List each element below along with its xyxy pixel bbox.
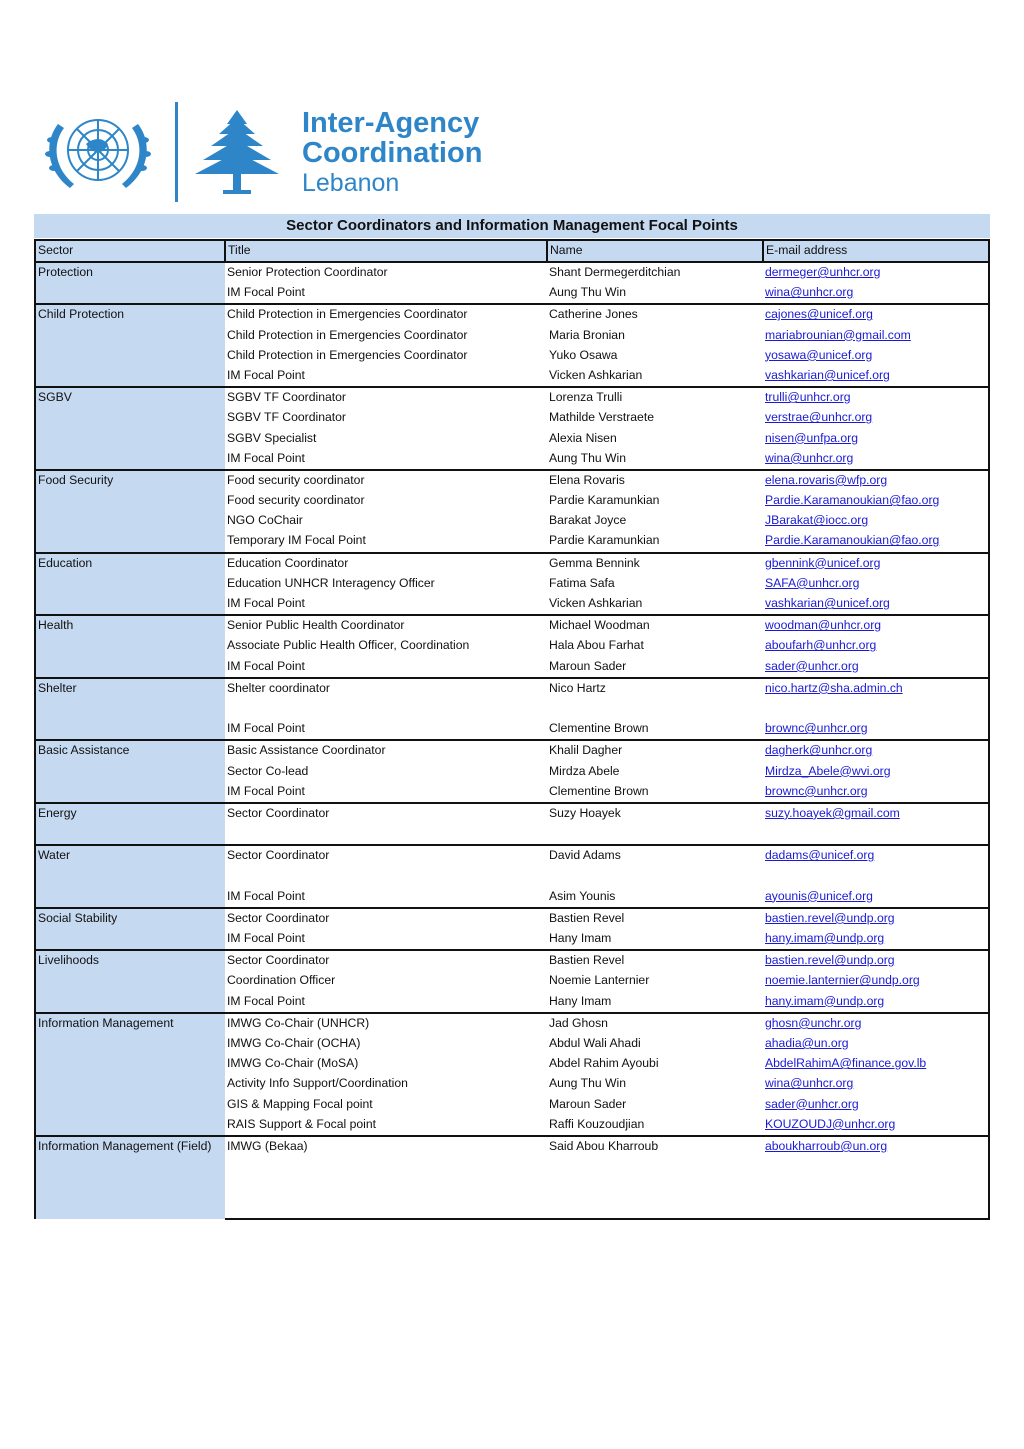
title-cell: IM Focal Point (227, 658, 305, 673)
sector-cell: Education (35, 553, 225, 616)
contacts-table (34, 239, 990, 1220)
header-title: Title (225, 240, 547, 262)
sector-cell: Basic Assistance (35, 740, 225, 803)
email-link[interactable]: gbennink@unicef.org (765, 555, 881, 570)
email-link[interactable]: vashkarian@unicef.org (765, 367, 890, 382)
sector-cell: Energy (35, 803, 225, 845)
email-link[interactable]: dadams@unicef.org (765, 848, 875, 863)
name-cell: Catherine Jones (547, 304, 763, 325)
name-cell: Aung Thu Win (549, 1076, 627, 1091)
name-cell: Shant Dermegerditchian (547, 262, 763, 283)
name-cell: Lorenza Trulli (547, 387, 763, 408)
title-cell: Senior Public Health Coordinator (225, 615, 547, 636)
logo-text (302, 108, 482, 198)
email-cell (763, 304, 989, 325)
title-cell: Coordination Officer (227, 973, 336, 988)
name-cell: Maroun Sader (549, 658, 627, 673)
table-header-row (35, 240, 989, 262)
title-cell: Child Protection in Emergencies Coordinator (227, 327, 468, 342)
name-cell: Nico Hartz (547, 678, 763, 699)
title-cell: Sector Coordinator (225, 950, 547, 971)
email-cell (763, 408, 989, 428)
name-cell: Raffi Kouzoudjian (549, 1116, 645, 1131)
logo-area (36, 100, 516, 204)
name-cell: David Adams (547, 845, 763, 866)
email-link[interactable]: KOUZOUDJ@unhcr.org (765, 1116, 896, 1131)
title-cell: SGBV Specialist (227, 430, 317, 445)
sector-cell: SGBV (35, 387, 225, 470)
email-cell (763, 283, 989, 304)
email-link[interactable]: noemie.lanternier@undp.org (765, 973, 920, 988)
email-link[interactable]: brownc@unhcr.org (765, 721, 868, 736)
email-link[interactable]: Pardie.Karamanoukian@fao.org (765, 533, 940, 548)
logo-divider (175, 102, 178, 202)
name-cell: Hany Imam (549, 993, 612, 1008)
title-cell: IM Focal Point (227, 783, 305, 798)
email-cell (763, 929, 989, 950)
title-cell: Child Protection in Emergencies Coordinator (225, 304, 547, 325)
email-link[interactable]: ahadia@un.org (765, 1035, 849, 1050)
email-cell (763, 531, 989, 552)
email-link[interactable]: aboufarh@unhcr.org (765, 638, 877, 653)
title-cell (225, 1197, 547, 1218)
name-cell: Michael Woodman (547, 615, 763, 636)
email-cell (763, 971, 989, 991)
email-link[interactable]: vashkarian@unicef.org (765, 596, 890, 610)
table-row (35, 740, 989, 761)
email-link[interactable]: suzy.hoayek@gmail.com (765, 805, 900, 820)
header-email: E-mail address (763, 240, 989, 262)
email-cell (763, 699, 989, 719)
email-link[interactable]: wina@unhcr.org (765, 450, 854, 465)
title-cell: Food security coordinator (227, 493, 365, 508)
name-cell: Clementine Brown (549, 721, 649, 736)
sector-cell: Child Protection (35, 304, 225, 387)
email-link[interactable]: verstrae@unhcr.org (765, 410, 873, 425)
sector-cell: Food Security (35, 470, 225, 553)
title-cell (225, 1177, 547, 1197)
email-cell (763, 678, 989, 699)
title-cell: Senior Protection Coordinator (225, 262, 547, 283)
name-cell: Vicken Ashkarian (549, 596, 643, 610)
title-cell: Sector Coordinator (225, 803, 547, 824)
title-cell: IM Focal Point (227, 367, 305, 382)
title-cell: Basic Assistance Coordinator (225, 740, 547, 761)
title-cell: GIS & Mapping Focal point (227, 1096, 373, 1111)
email-cell (763, 491, 989, 511)
table-row (35, 262, 989, 283)
email-link[interactable]: trulli@unhcr.org (765, 390, 851, 405)
email-link[interactable]: wina@unhcr.org (765, 1076, 854, 1091)
title-cell: SGBV TF Coordinator (225, 387, 547, 408)
name-cell: Gemma Bennink (547, 553, 763, 574)
name-cell (547, 699, 763, 719)
email-cell (763, 1095, 989, 1115)
name-cell (547, 866, 763, 886)
sector-cell: Health (35, 615, 225, 678)
sector-cell: Shelter (35, 678, 225, 741)
email-cell (763, 574, 989, 594)
name-cell: Khalil Dagher (547, 740, 763, 761)
table-row (35, 908, 989, 929)
email-link[interactable]: sader@unhcr.org (765, 1096, 859, 1111)
table-row (35, 615, 989, 636)
name-cell (547, 1197, 763, 1218)
logo-line-3: Lebanon (302, 169, 400, 197)
name-cell: Mirdza Abele (549, 763, 620, 778)
title-cell (225, 1157, 547, 1177)
table-row (35, 845, 989, 866)
email-link[interactable]: hany.imam@undp.org (765, 931, 885, 945)
un-emblem-icon (36, 104, 160, 200)
email-link[interactable]: AbdelRahimA@finance.gov.lb (765, 1056, 927, 1071)
email-cell (763, 449, 989, 470)
email-cell (763, 366, 989, 387)
email-link[interactable]: woodman@unhcr.org (765, 618, 882, 633)
email-link[interactable]: dermeger@unhcr.org (765, 265, 881, 279)
title-cell: IM Focal Point (227, 450, 305, 465)
name-cell: Barakat Joyce (549, 513, 627, 528)
name-cell: Aung Thu Win (549, 285, 627, 300)
email-link[interactable]: JBarakat@iocc.org (765, 513, 869, 528)
email-link[interactable]: Mirdza_Abele@wvi.org (765, 763, 891, 778)
name-cell: Hala Abou Farhat (549, 638, 644, 653)
email-link[interactable]: Pardie.Karamanoukian@fao.org (765, 493, 940, 508)
name-cell: Hany Imam (549, 931, 612, 945)
email-cell (763, 1054, 989, 1074)
table-row (35, 553, 989, 574)
title-cell: Temporary IM Focal Point (227, 533, 366, 548)
email-cell (763, 1197, 989, 1218)
email-cell (763, 657, 989, 678)
email-link[interactable]: bastien.revel@undp.org (765, 910, 895, 925)
email-cell (763, 387, 989, 408)
title-cell: RAIS Support & Focal point (227, 1116, 377, 1131)
header-name: Name (547, 240, 763, 262)
email-cell (763, 824, 989, 845)
cedar-tree-icon (189, 108, 285, 196)
email-cell (763, 908, 989, 929)
email-cell (763, 950, 989, 971)
sector-cell: Protection (35, 262, 225, 304)
name-cell: Vicken Ashkarian (549, 367, 643, 382)
name-cell: Abdel Rahim Ayoubi (549, 1056, 659, 1071)
email-link[interactable]: hany.imam@undp.org (765, 993, 885, 1008)
title-cell: Food security coordinator (225, 470, 547, 491)
table-row (35, 678, 989, 699)
sector-cell: Water (35, 845, 225, 908)
title-cell (225, 699, 547, 719)
name-cell: Maria Bronian (549, 327, 625, 342)
email-link[interactable]: bastien.revel@undp.org (765, 953, 895, 968)
table-body (35, 262, 989, 1219)
email-link[interactable]: wina@unhcr.org (765, 285, 854, 300)
name-cell (547, 824, 763, 845)
header-sector: Sector (35, 240, 225, 262)
name-cell: Bastien Revel (547, 950, 763, 971)
email-cell (763, 1115, 989, 1136)
email-link[interactable]: nico.hartz@sha.admin.ch (765, 680, 903, 695)
title-cell: Shelter coordinator (225, 678, 547, 699)
email-cell (763, 740, 989, 761)
name-cell: Clementine Brown (549, 783, 649, 798)
name-cell: Mathilde Verstraete (549, 410, 655, 425)
title-cell (225, 866, 547, 886)
email-link[interactable]: brownc@unhcr.org (765, 783, 868, 798)
title-cell: SGBV TF Coordinator (227, 410, 346, 425)
email-link[interactable]: dagherk@unhcr.org (765, 743, 873, 758)
name-cell: Alexia Nisen (549, 430, 617, 445)
title-cell: Education UNHCR Interagency Officer (227, 575, 435, 590)
email-cell (763, 1136, 989, 1157)
title-cell: IMWG Co-Chair (OCHA) (227, 1035, 361, 1050)
sector-cell: Information Management (35, 1013, 225, 1136)
email-link[interactable]: aboukharroub@un.org (765, 1138, 888, 1153)
name-cell: Abdul Wali Ahadi (549, 1035, 641, 1050)
sector-cell: Information Management (Field) (35, 1136, 225, 1219)
email-cell (763, 803, 989, 824)
email-cell (763, 887, 989, 908)
name-cell (547, 1177, 763, 1197)
title-cell: Sector Co-lead (227, 763, 309, 778)
title-cell: IM Focal Point (227, 931, 305, 945)
email-cell (763, 1157, 989, 1177)
name-cell: Asim Younis (549, 888, 616, 903)
document-title: Sector Coordinators and Information Management Focal Points (34, 214, 990, 238)
name-cell: Bastien Revel (547, 908, 763, 929)
email-link[interactable]: SAFA@unhcr.org (765, 575, 860, 590)
email-link[interactable]: nisen@unfpa.org (765, 430, 859, 445)
email-cell (763, 1034, 989, 1054)
table-row (35, 387, 989, 408)
email-cell (763, 553, 989, 574)
email-cell (763, 594, 989, 615)
title-cell (225, 824, 547, 845)
title-cell: IMWG Co-Chair (MoSA) (227, 1056, 359, 1071)
title-cell: IMWG (Bekaa) (225, 1136, 547, 1157)
name-cell: Maroun Sader (549, 1096, 627, 1111)
email-link[interactable]: yosawa@unicef.org (765, 347, 873, 362)
sector-cell: Livelihoods (35, 950, 225, 1013)
title-cell: Sector Coordinator (225, 908, 547, 929)
email-link[interactable]: cajones@unicef.org (765, 307, 873, 322)
email-cell (763, 1177, 989, 1197)
table-row (35, 1136, 989, 1157)
email-link[interactable]: mariabrounian@gmail.com (765, 327, 911, 342)
email-cell (763, 346, 989, 366)
sector-cell: Social Stability (35, 908, 225, 950)
email-cell (763, 326, 989, 346)
email-cell (763, 992, 989, 1013)
email-link[interactable]: elena.rovaris@wfp.org (765, 472, 888, 487)
name-cell: Yuko Osawa (549, 347, 618, 362)
email-cell (763, 470, 989, 491)
email-cell (763, 511, 989, 531)
title-cell: Associate Public Health Officer, Coordination (227, 638, 470, 653)
email-link[interactable]: ghosn@unchr.org (765, 1015, 862, 1030)
title-cell: IM Focal Point (227, 596, 305, 610)
email-cell (763, 636, 989, 656)
name-cell: Jad Ghosn (547, 1013, 763, 1034)
title-cell: Sector Coordinator (225, 845, 547, 866)
logo-line-1: Inter-Agency (302, 107, 480, 139)
table-row (35, 803, 989, 824)
email-cell (763, 866, 989, 886)
email-cell (763, 615, 989, 636)
title-cell: NGO CoChair (227, 513, 303, 528)
title-cell: IM Focal Point (227, 993, 305, 1008)
title-cell: IM Focal Point (227, 721, 305, 736)
email-link[interactable]: sader@unhcr.org (765, 658, 859, 673)
email-cell (763, 1013, 989, 1034)
email-cell (763, 762, 989, 782)
table-row (35, 470, 989, 491)
table-row (35, 304, 989, 325)
title-cell: Activity Info Support/Coordination (227, 1076, 408, 1091)
name-cell: Aung Thu Win (549, 450, 627, 465)
name-cell: Suzy Hoayek (547, 803, 763, 824)
name-cell: Elena Rovaris (547, 470, 763, 491)
title-cell: IM Focal Point (227, 285, 305, 300)
name-cell: Fatima Safa (549, 575, 615, 590)
email-cell (763, 845, 989, 866)
name-cell: Said Abou Kharroub (547, 1136, 763, 1157)
email-cell (763, 1074, 989, 1094)
title-cell: IM Focal Point (227, 888, 305, 903)
email-cell (763, 782, 989, 803)
name-cell: Pardie Karamunkian (549, 493, 660, 508)
email-link[interactable]: ayounis@unicef.org (765, 888, 873, 903)
title-cell: Child Protection in Emergencies Coordinator (227, 347, 468, 362)
title-cell: IMWG Co-Chair (UNHCR) (225, 1013, 547, 1034)
email-cell (763, 429, 989, 449)
email-cell (763, 262, 989, 283)
logo-line-2: Coordination (302, 137, 483, 169)
name-cell: Pardie Karamunkian (549, 533, 660, 548)
table-row (35, 1013, 989, 1034)
title-cell: Education Coordinator (225, 553, 547, 574)
name-cell (547, 1157, 763, 1177)
table-row (35, 950, 989, 971)
email-cell (763, 719, 989, 740)
name-cell: Noemie Lanternier (549, 973, 650, 988)
